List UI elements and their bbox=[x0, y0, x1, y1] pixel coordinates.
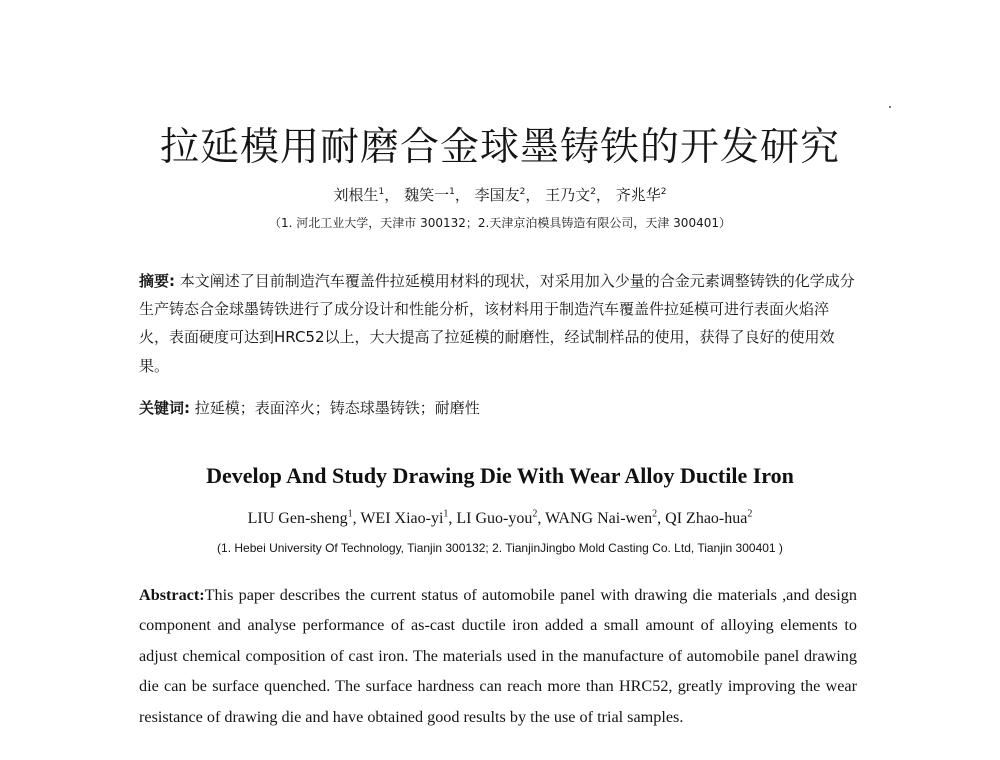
chinese-keywords bbox=[139, 394, 857, 422]
chinese-abstract bbox=[139, 267, 857, 380]
author: LI Guo-you$^2$, bbox=[456, 509, 546, 528]
author: 刘根生$^1$， bbox=[333, 186, 400, 204]
author: 王乃文$^2$， bbox=[545, 186, 611, 204]
chinese-affiliation: （1. 河北工业大学，天津市 300132；2.天津京泊模具铸造有限公司，天津 300401） bbox=[269, 216, 731, 230]
author: LIU Gen-sheng$^1$, bbox=[247, 509, 361, 528]
chinese-keywords-label: 关键词: bbox=[139, 399, 190, 417]
scan-speck bbox=[889, 106, 891, 108]
english-abstract-text: This paper describes the current status of automobile panel with drawing die materials ,and design component and analyse performance of as-cast ductile iron added a small amount of alloying elements to adjust chemical composition of cast iron. The materials used in the manufacture of automobile panel drawing die can be surface quenched. The surface hardness can reach more than HRC52, greatly improving the wear resistance of drawing die and have obtained good results by the use of trial samples. bbox=[139, 586, 857, 726]
chinese-abstract-label: 摘要: bbox=[139, 272, 175, 290]
chinese-abstract-text: 本文阐述了目前制造汽车覆盖件拉延模用材料的现状，对采用加入少量的合金元素调整铸铁的化学成分生产铸态合金球墨铸铁进行了成分设计和性能分析，该材料用于制造汽车覆盖件拉延模可进行表面火焰淬火，表面硬度可达到HRC52以上，大大提高了拉延模的耐磨性，经试制样品的使用，获得了良好的使用效果。 bbox=[139, 272, 855, 375]
english-title: Develop And Study Drawing Die With Wear Alloy Ductile Iron bbox=[206, 463, 794, 488]
author: WANG Nai-wen$^2$, bbox=[545, 509, 666, 528]
author: QI Zhao-hua$^2$ bbox=[665, 509, 753, 528]
english-abstract-label: Abstract: bbox=[139, 586, 205, 604]
author: WEI Xiao-$yi^1$, bbox=[360, 509, 457, 528]
english-affiliation: (1. Hebei University Of Technology, Tianjin 300132; 2. TianjinJingbo Mold Casting Co. Ltd, Tianjin 300401 ) bbox=[217, 541, 783, 555]
english-abstract bbox=[139, 580, 857, 732]
author: 李国友$^2$， bbox=[474, 186, 541, 204]
chinese-authors bbox=[0, 184, 1000, 205]
author: 齐兆华$^2$ bbox=[615, 186, 667, 204]
author: 魏笑一$^1$， bbox=[404, 186, 470, 204]
chinese-keywords-text: 拉延模；表面淬火；铸态球墨铸铁；耐磨性 bbox=[190, 399, 480, 417]
english-authors bbox=[0, 509, 1000, 528]
chinese-title: 拉延模用耐磨合金球墨铸铁的开发研究 bbox=[159, 125, 840, 170]
